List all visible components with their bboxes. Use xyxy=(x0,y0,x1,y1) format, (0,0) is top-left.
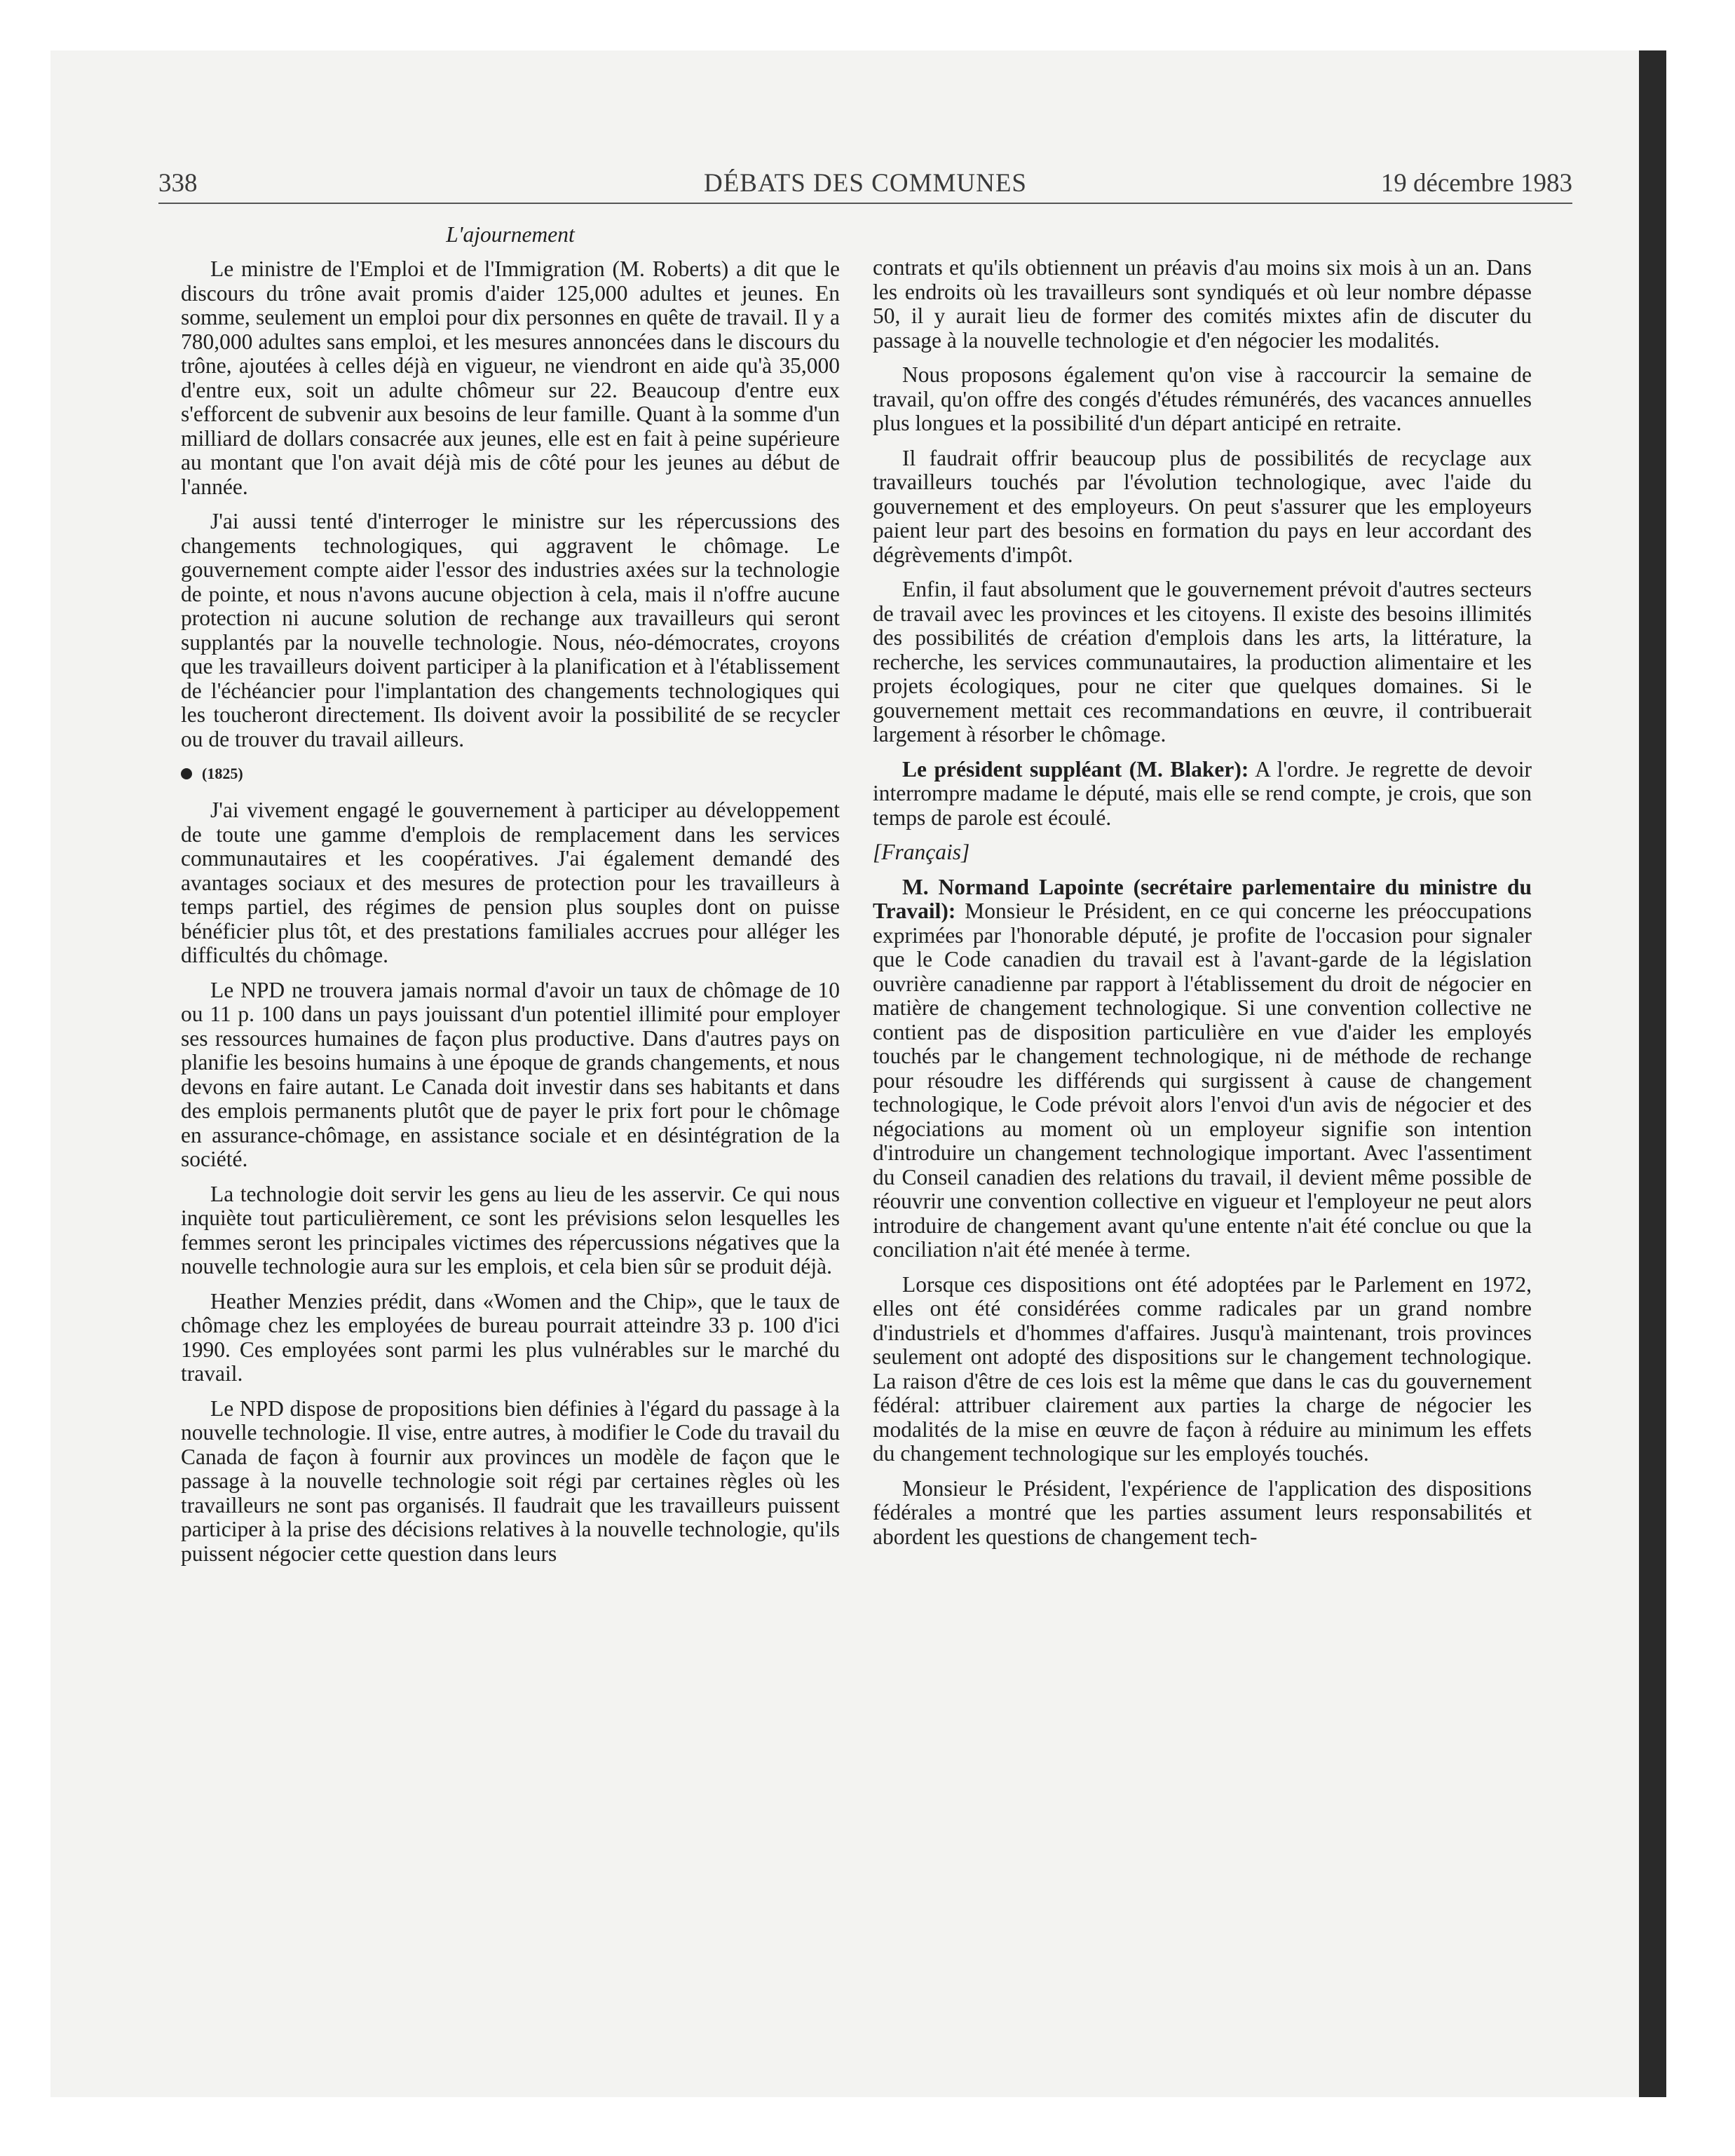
scan-edge-bar xyxy=(1639,50,1666,2097)
speaker-text: A l'ordre. Je regrette de devoir interrompre madame le député, mais elle se rend compte, je crois, que son temps de parole est écoulé. xyxy=(873,756,1532,830)
publication-title: DÉBATS DES COMMUNES xyxy=(703,169,1027,198)
speaker-name: M. Normand Lapointe (secrétaire parlementaire du ministre du Travail): xyxy=(873,874,1532,923)
paragraph-continuation: contrats et qu'ils obtiennent un préavis d'au moins six mois à un an. Dans les endroits où les travailleurs sont syndiqués et où leur nombre dépasse 50, il y aurait lieu de former des comités mixtes afin de discuter du passage à la nouvelle technologie et d'en négocier les modalités. xyxy=(873,255,1532,353)
speaker-text: Monsieur le Président, en ce qui concerne les préoccupations exprimées par l'honorable député, je profite de l'occasion pour signaler que le Code canadien du travail est à l'avant-garde de la législation ouvrière canadienne par rapport à l'établissement du droit de négocier en matière de changement technologique. Si une convention collective ne contient pas de disposition particulière en vue d'aider les employés touchés par le changement technologique, ni de méthode de rechange pour résoudre les différends qui surgissent à cause de changement technologique, le Code prévoit alors l'envoi d'un avis de négocier et des négociations au moment où un employeur signifie son intention d'introduire un changement technologique important. Avec l'assentiment du Conseil canadien des relations du travail, il devient même possible de réouvrir une convention collective en vigueur et l'employeur ne peut alors introduire de changement avant qu'une entente n'ait été conclue ou que la conciliation n'ait été menée à terme. xyxy=(873,899,1532,1262)
speaker-paragraph xyxy=(873,758,1532,831)
paragraph: Heather Menzies prédit, dans «Women and the Chip», que le taux de chômage chez les employées de bureau pourrait atteindre 33 p. 100 d'ici 1990. Ces employées sont parmi les plus vulnérables sur le marché du travail. xyxy=(181,1288,840,1386)
paragraph: Lorsque ces dispositions ont été adoptées par le Parlement en 1972, elles ont été considérées comme radicales par un grand nombre d'industriels et d'hommes d'affaires. Jusqu'à maintenant, trois provinces seulement ont adopté des dispositions sur le changement technologique. La raison d'être de ces lois est la même que dans le cas du gouvernement fédéral: attribuer clairement aux parties la charge de négocier les modalités de la mise en œuvre de façon à réduire au minimum les effets du changement technologique sur les employés touchés. xyxy=(873,1271,1532,1466)
paragraph: J'ai vivement engagé le gouvernement à participer au développement de toute une gamme d'emplois de remplacement dans les services communautaires et les coopératives. J'ai également demandé des avantages sociaux et des mesures de protection pour les travailleurs à temps partiel, des régimes de pension plus souples dont on puisse bénéficier plus tôt, et des prestations familiales accrues pour alléger les difficultés du chômage. xyxy=(181,798,840,967)
right-column xyxy=(873,256,1532,1560)
paragraph: J'ai aussi tenté d'interroger le ministre sur les répercussions des changements technologiques, qui aggravent le chômage. Le gouvernement compte aider l'essor des industries axées sur la technologie de pointe, et nous n'avons aucune objection à cela, mais il n'offre aucune protection ni aucune solution de rechange aux travailleurs qui seront supplantés par la nouvelle technologie. Nous, néo-démocrates, croyons que les travailleurs doivent participer à la planification et à l'établissement de l'échéancier pour l'implantation des changements technologiques qui les toucheront directement. Ils doivent avoir la possibilité de se recycler ou de trouver du travail ailleurs. xyxy=(181,509,840,751)
header-rule xyxy=(158,203,1572,204)
paragraph: Le NPD dispose de propositions bien définies à l'égard du passage à la nouvelle technologie. Il vise, entre autres, à modifier le Code du travail du Canada de façon à fournir aux provinces un modèle de façon que le passage à la nouvelle technologie soit régi par certaines règles où les travailleurs ne sont pas organisés. Il faudrait que les travailleurs puissent participer à la prise des décisions relatives à la nouvelle technologie, qu'ils puissent négocier cette question dans leurs xyxy=(181,1396,840,1566)
speaker-paragraph xyxy=(873,875,1532,1262)
left-column xyxy=(181,221,840,1576)
paragraph: Nous proposons également qu'on vise à raccourcir la semaine de travail, qu'on offre des congés d'études rémunérés, des vacances annuelles plus longues et la possibilité d'un départ anticipé en retraite. xyxy=(873,362,1532,435)
paragraph: Enfin, il faut absolument que le gouvernement prévoit d'autres secteurs de travail avec les provinces et les citoyens. Il existe des besoins illimités des possibilités de création d'emplois dans les arts, la littérature, la recherche, les services communautaires, la production alimentaire et les projets écologiques, pour ne citer que quelques domaines. Si le gouvernement mettait ces recommandations en œuvre, il contribuerait largement à résorber le chômage. xyxy=(873,577,1532,746)
page-header xyxy=(158,168,1572,200)
paragraph: Le NPD ne trouvera jamais normal d'avoir un taux de chômage de 10 ou 11 p. 100 dans un pays jouissant d'un potentiel illimité pour employer ses ressources humaines de façon plus productive. Dans d'autres pays on planifie les besoins humains à une époque de grands changements, et nous devons en faire autant. Le Canada doit investir dans ses habitants et dans des emplois permanents plutôt que de payer le prix fort pour le chômage en assurance-chômage, en assistance sociale et en désintégration de la société. xyxy=(181,977,840,1171)
page-number: 338 xyxy=(158,169,198,198)
page-date: 19 décembre 1983 xyxy=(1380,169,1572,198)
paragraph: Il faudrait offrir beaucoup plus de possibilités de recyclage aux travailleurs touchés par l'évolution technologique, avec l'aide du gouvernement et des employeurs. On peut s'assurer que les employeurs paient leur part des besoins en formation du pays en leur accordant des dégrèvements d'impôt. xyxy=(873,445,1532,567)
paragraph: La technologie doit servir les gens au lieu de les asservir. Ce qui nous inquiète tout particulièrement, ce sont les prévisions selon lesquelles les femmes seront les principales victimes des répercussions négatives que la nouvelle technologie aura sur les emplois, et cela bien sûr se produit déjà. xyxy=(181,1181,840,1278)
section-heading: L'ajournement xyxy=(446,222,575,247)
bullet-icon xyxy=(181,768,192,779)
timestamp-label: (1825) xyxy=(202,765,243,782)
paragraph: Monsieur le Président, l'expérience de l'application des dispositions fédérales a montré que les parties assument leurs responsabilités et abordent les questions de changement tech- xyxy=(873,1475,1532,1549)
timestamp xyxy=(181,762,840,786)
speaker-name: Le président suppléant (M. Blaker): xyxy=(902,756,1249,782)
paragraph: Le ministre de l'Emploi et de l'Immigration (M. Roberts) a dit que le discours du trône avait promis d'aider 125,000 adultes et jeunes. En somme, seulement un emploi pour dix personnes en quête de travail. Il y a 780,000 adultes sans emploi, et les mesures annoncées dans le discours du trône, ajoutées à celles déjà en vigueur, ne viendront en aide qu'à 35,000 d'entre eux, soit un adulte chômeur sur 22. Beaucoup d'entre eux s'efforcent de subvenir aux besoins de leur famille. Quant à la somme d'un milliard de dollars consacrée aux jeunes, elle est en fait à peine supérieure au montant que l'on avait déjà mis de côté pour les jeunes au début de l'année. xyxy=(181,257,840,499)
language-marker: [Français] xyxy=(873,840,970,864)
